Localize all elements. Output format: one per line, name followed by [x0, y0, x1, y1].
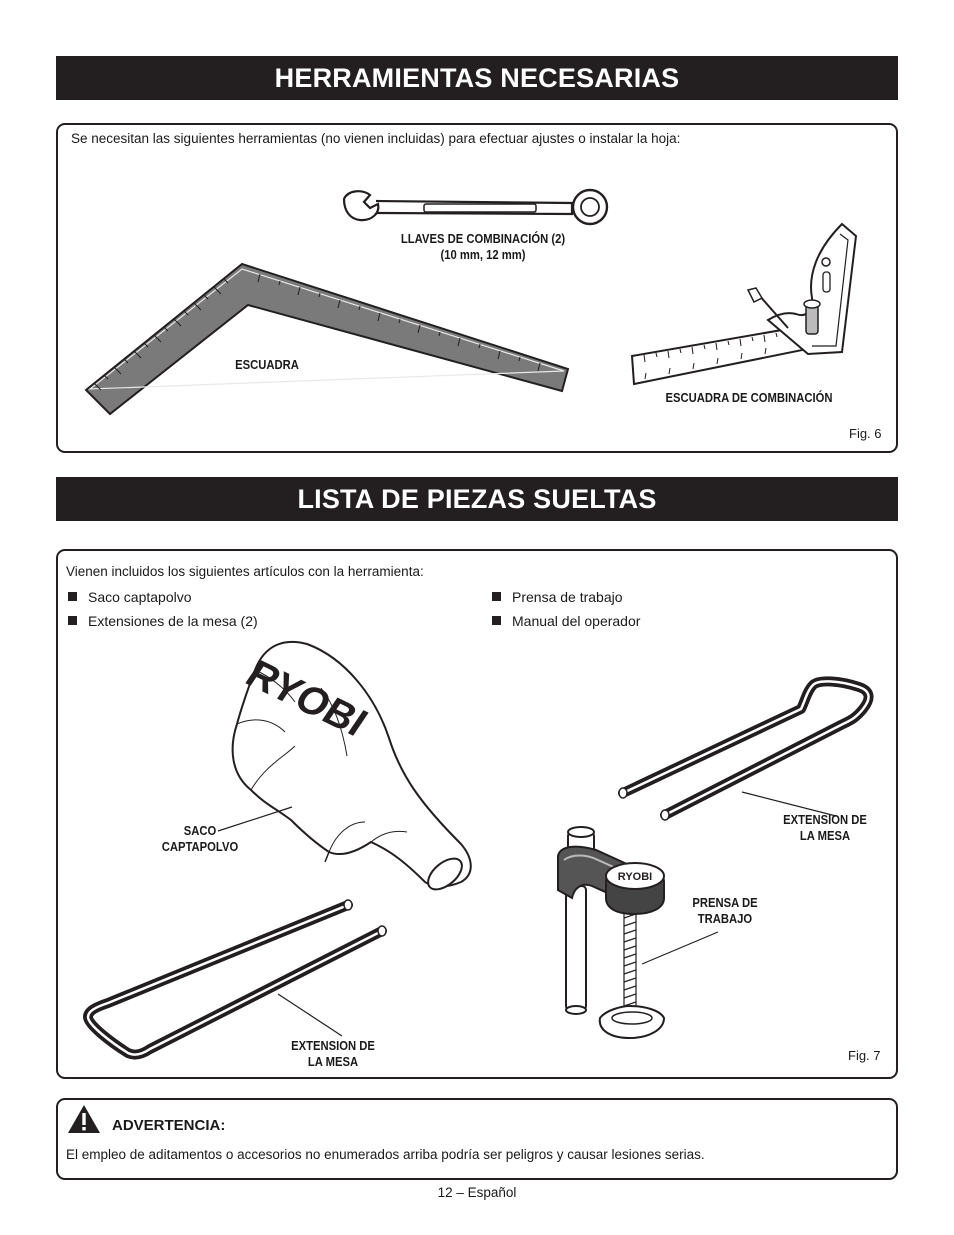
- parts-intro: Vienen incluidos los siguientes artículos con la herramienta:: [66, 564, 424, 579]
- ryobi-logo-text: RYOBI: [237, 652, 376, 745]
- label-table-extension-left: [284, 1038, 383, 1070]
- warning-box: [56, 1098, 898, 1180]
- label-ext-left-line2: LA MESA: [307, 1055, 359, 1069]
- warning-triangle-icon: [67, 1104, 101, 1134]
- label-table-extension-right: [776, 812, 875, 844]
- list-item: Saco captapolvo: [66, 586, 258, 610]
- label-ext-left-line1: EXTENSION DE: [291, 1039, 375, 1053]
- list-item: Manual del operador: [490, 610, 640, 634]
- parts-list-right: [490, 586, 640, 634]
- list-item: Extensiones de la mesa (2): [66, 610, 258, 634]
- label-wrench: [384, 231, 582, 263]
- warning-text: El empleo de aditamentos o accesorios no enumerados arriba podría ser peligros y causar lesiones serias.: [66, 1147, 705, 1162]
- tools-intro: Se necesitan las siguientes herramientas (no vienen incluidas) para efectuar ajustes o instalar la hoja:: [71, 131, 681, 146]
- combination-wrench-illustration: [340, 187, 612, 227]
- dust-bag-illustration: [225, 636, 485, 894]
- section-title-parts: LISTA DE PIEZAS SUELTAS: [56, 477, 898, 521]
- leader-line-ext-left: [276, 992, 346, 1038]
- leader-line-clamp: [640, 930, 722, 966]
- label-work-clamp: [685, 895, 766, 927]
- label-wrench-line2: (10 mm, 12 mm): [440, 248, 526, 262]
- label-combination-square: ESCUADRA DE COMBINACIÓN: [665, 391, 833, 405]
- parts-list-left: [66, 586, 258, 634]
- section-title-tools: HERRAMIENTAS NECESARIAS: [56, 56, 898, 100]
- label-clamp-line1: PRENSA DE: [692, 896, 758, 910]
- label-framing-square: ESCUADRA: [235, 358, 299, 372]
- label-dust-bag: [160, 823, 241, 855]
- list-item: Prensa de trabajo: [490, 586, 640, 610]
- label-dust-bag-line2: CAPTAPOLVO: [161, 840, 239, 854]
- label-ext-right-line1: EXTENSION DE: [783, 813, 867, 827]
- fig-7-label: Fig. 7: [848, 1048, 881, 1063]
- label-dust-bag-line1: SACO: [183, 824, 217, 838]
- ryobi-logo-text-clamp: RYOBI: [617, 871, 653, 883]
- label-clamp-line2: TRABAJO: [697, 912, 753, 926]
- fig-6-label: Fig. 6: [849, 426, 882, 441]
- warning-title: ADVERTENCIA:: [112, 1117, 226, 1134]
- page-footer: 12 – Español: [437, 1185, 517, 1200]
- combination-square-illustration: [628, 222, 860, 390]
- framing-square-illustration: [80, 262, 580, 417]
- label-wrench-line1: LLAVES DE COMBINACIÓN (2): [400, 232, 566, 246]
- label-ext-right-line2: LA MESA: [799, 829, 851, 843]
